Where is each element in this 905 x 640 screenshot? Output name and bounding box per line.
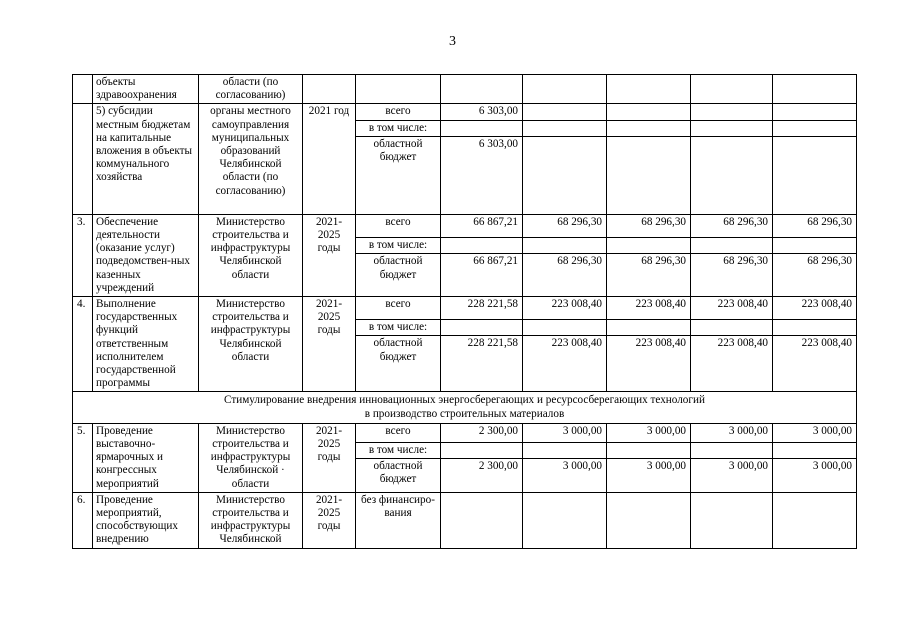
amount-cell: 3 000,00 bbox=[607, 423, 691, 442]
amount-cell bbox=[523, 442, 607, 458]
amount-cell bbox=[441, 320, 523, 336]
table-row bbox=[73, 104, 857, 120]
amount-cell bbox=[773, 104, 857, 120]
amount-cell bbox=[607, 238, 691, 254]
funding-source-including: в том числе: bbox=[356, 120, 441, 136]
amount-cell bbox=[691, 136, 773, 214]
period-cell bbox=[303, 75, 356, 104]
amount-cell bbox=[523, 136, 607, 214]
program-activities-table bbox=[72, 74, 857, 549]
funding-source-regional: областной бюджет bbox=[356, 336, 441, 392]
funding-source-total: всего bbox=[356, 104, 441, 120]
amount-cell: 66 867,21 bbox=[441, 214, 523, 237]
activity-name-cell: объекты здравоохранения bbox=[93, 75, 199, 104]
amount-cell: 3 000,00 bbox=[691, 423, 773, 442]
row-number-cell: 3. bbox=[73, 214, 93, 296]
executor-cell: Министерство строительства и инфраструктуры Челябинской области bbox=[199, 214, 303, 296]
activity-name-cell: Выполнение государственных функций ответственным исполнителем государственной программы bbox=[93, 297, 199, 392]
table-row bbox=[73, 392, 857, 423]
row-number-cell bbox=[73, 75, 93, 104]
amount-cell: 223 008,40 bbox=[773, 336, 857, 392]
amount-cell bbox=[441, 75, 523, 104]
amount-cell bbox=[607, 120, 691, 136]
period-cell: 2021-2025 годы bbox=[303, 423, 356, 492]
amount-cell bbox=[607, 442, 691, 458]
amount-cell bbox=[691, 120, 773, 136]
table-row bbox=[73, 423, 857, 442]
amount-cell bbox=[607, 492, 691, 548]
amount-cell: 3 000,00 bbox=[607, 458, 691, 492]
amount-cell bbox=[691, 238, 773, 254]
amount-cell bbox=[773, 320, 857, 336]
executor-cell: Министерство строительства и инфраструктуры Челябинской · области bbox=[199, 423, 303, 492]
amount-cell: 223 008,40 bbox=[607, 336, 691, 392]
amount-cell: 223 008,40 bbox=[691, 336, 773, 392]
amount-cell: 3 000,00 bbox=[523, 423, 607, 442]
amount-cell bbox=[691, 442, 773, 458]
funding-source-total: всего bbox=[356, 297, 441, 320]
amount-cell bbox=[441, 120, 523, 136]
amount-cell: 228 221,58 bbox=[441, 297, 523, 320]
activity-name-cell: Проведение выставочно-ярмарочных и конгрессных мероприятий bbox=[93, 423, 199, 492]
amount-cell: 3 000,00 bbox=[773, 423, 857, 442]
funding-source-including: в том числе: bbox=[356, 320, 441, 336]
amount-cell bbox=[441, 238, 523, 254]
amount-cell bbox=[607, 320, 691, 336]
amount-cell: 68 296,30 bbox=[523, 214, 607, 237]
amount-cell: 223 008,40 bbox=[691, 297, 773, 320]
row-number-cell: 5. bbox=[73, 423, 93, 492]
amount-cell bbox=[523, 238, 607, 254]
activity-name-cell: 5) субсидии местным бюджетам на капитальные вложения в объекты коммунального хозяйства bbox=[93, 104, 199, 214]
amount-cell: 3 000,00 bbox=[691, 458, 773, 492]
section-heading-line: в производство строительных материалов bbox=[364, 407, 565, 420]
executor-cell: Министерство строительства и инфраструктуры Челябинской области bbox=[199, 297, 303, 392]
activity-name-cell: Проведение мероприятий, способствующих внедрению bbox=[93, 492, 199, 548]
amount-cell bbox=[523, 75, 607, 104]
amount-cell bbox=[607, 136, 691, 214]
amount-cell bbox=[773, 238, 857, 254]
row-number-cell: 4. bbox=[73, 297, 93, 392]
row-number-cell bbox=[73, 104, 93, 214]
amount-cell bbox=[523, 104, 607, 120]
amount-cell bbox=[773, 442, 857, 458]
funding-source-including: в том числе: bbox=[356, 238, 441, 254]
amount-cell: 6 303,00 bbox=[441, 136, 523, 214]
amount-cell: 223 008,40 bbox=[523, 297, 607, 320]
period-cell: 2021-2025 годы bbox=[303, 214, 356, 296]
period-cell: 2021-2025 годы bbox=[303, 492, 356, 548]
period-cell: 2021 год bbox=[303, 104, 356, 214]
amount-cell: 68 296,30 bbox=[773, 214, 857, 237]
amount-cell: 3 000,00 bbox=[773, 458, 857, 492]
amount-cell bbox=[523, 320, 607, 336]
amount-cell bbox=[441, 492, 523, 548]
table-row bbox=[73, 297, 857, 320]
executor-cell: органы местного самоуправления муниципальных образований Челябинской области (по согласованию) bbox=[199, 104, 303, 214]
table-row bbox=[73, 492, 857, 548]
amount-cell: 66 867,21 bbox=[441, 254, 523, 297]
period-cell: 2021-2025 годы bbox=[303, 297, 356, 392]
amount-cell: 2 300,00 bbox=[441, 458, 523, 492]
amount-cell: 2 300,00 bbox=[441, 423, 523, 442]
page-number: 3 bbox=[449, 34, 456, 49]
table-row bbox=[73, 214, 857, 237]
activity-name-cell: Обеспечение деятельности (оказание услуг) подведомствен-ных казенных учреждений bbox=[93, 214, 199, 296]
amount-cell bbox=[773, 120, 857, 136]
funding-source-none: без финансиро-вания bbox=[356, 492, 441, 548]
amount-cell: 223 008,40 bbox=[523, 336, 607, 392]
executor-cell: Министерство строительства и инфраструктуры Челябинской bbox=[199, 492, 303, 548]
amount-cell bbox=[441, 442, 523, 458]
amount-cell: 6 303,00 bbox=[441, 104, 523, 120]
section-heading bbox=[73, 392, 857, 423]
amount-cell: 228 221,58 bbox=[441, 336, 523, 392]
amount-cell: 68 296,30 bbox=[607, 214, 691, 237]
executor-cell: области (по согласованию) bbox=[199, 75, 303, 104]
amount-cell bbox=[773, 75, 857, 104]
section-heading-line: Стимулирование внедрения инновационных энергосберегающих и ресурсосберегающих технологий bbox=[224, 394, 705, 407]
table-row bbox=[73, 75, 857, 104]
amount-cell bbox=[691, 104, 773, 120]
amount-cell bbox=[691, 75, 773, 104]
funding-source-total: всего bbox=[356, 423, 441, 442]
amount-cell bbox=[691, 492, 773, 548]
amount-cell: 68 296,30 bbox=[773, 254, 857, 297]
funding-source-regional: областной бюджет bbox=[356, 254, 441, 297]
funding-source-regional: областной бюджет bbox=[356, 136, 441, 214]
amount-cell: 68 296,30 bbox=[691, 214, 773, 237]
amount-cell: 223 008,40 bbox=[607, 297, 691, 320]
amount-cell: 223 008,40 bbox=[773, 297, 857, 320]
amount-cell bbox=[523, 492, 607, 548]
amount-cell bbox=[773, 136, 857, 214]
amount-cell: 3 000,00 bbox=[523, 458, 607, 492]
funding-source-including: в том числе: bbox=[356, 442, 441, 458]
funding-source-total: всего bbox=[356, 214, 441, 237]
amount-cell: 68 296,30 bbox=[607, 254, 691, 297]
amount-cell bbox=[607, 75, 691, 104]
row-number-cell: 6. bbox=[73, 492, 93, 548]
amount-cell: 68 296,30 bbox=[691, 254, 773, 297]
amount-cell bbox=[691, 320, 773, 336]
amount-cell: 68 296,30 bbox=[523, 254, 607, 297]
funding-source-cell bbox=[356, 75, 441, 104]
amount-cell bbox=[773, 492, 857, 548]
amount-cell bbox=[523, 120, 607, 136]
amount-cell bbox=[607, 104, 691, 120]
funding-source-regional: областной бюджет bbox=[356, 458, 441, 492]
